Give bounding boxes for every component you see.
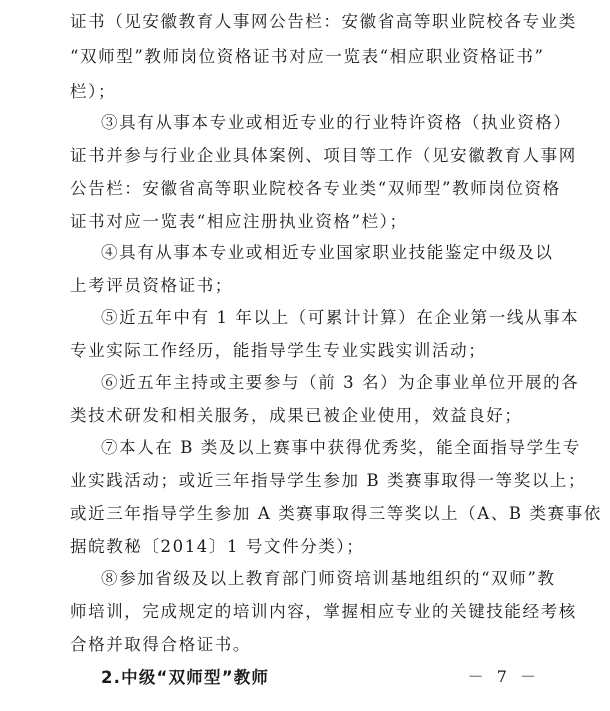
item-4-line-1: ④具有从事本专业或相近专业国家职业技能鉴定中级及以 (101, 243, 554, 262)
item-6-line-2: 类技术研发和相关服务，成果已被企业使用，效益良好； (70, 406, 523, 425)
item-8-line-1: ⑧参加省级及以上教育部门师资培训基地组织的“双师”教 (101, 569, 556, 588)
item-3-line-4: 证书对应一览表“相应注册执业资格”栏）； (70, 212, 408, 231)
text-line-3: 栏）； (70, 82, 117, 101)
item-7-line-1: ⑦本人在 B 类及以上赛事中获得优秀奖，能全面指导学生专 (101, 438, 581, 457)
item-3-line-3: 公告栏：安徽省高等职业院校各专业类“双师型”教师岗位资格 (70, 179, 561, 198)
item-5-line-1: ⑤近五年中有 1 年以上（可累计计算）在企业第一线从事本 (101, 308, 580, 327)
text-line-2: “双师型”教师岗位资格证书对应一览表“相应职业资格证书” (70, 47, 545, 66)
item-5-line-2: 专业实际工作经历，能指导学生专业实践实训活动； (70, 341, 487, 360)
item-3-line-2: 证书并参与行业企业具体案例、项目等工作（见安徽教育人事网 (70, 146, 577, 165)
item-7-line-2: 业实践活动；或近三年指导学生参加 B 类赛事取得一等奖以上； (70, 471, 587, 490)
item-3-line-1: ③具有从事本专业或相近专业的行业特许资格（执业资格） (101, 113, 572, 132)
item-8-line-2: 师培训，完成规定的培训内容，掌握相应专业的关键技能经考核 (70, 602, 577, 621)
section-heading: 2.中级“双师型”教师 (101, 668, 270, 687)
item-7-line-3: 或近三年指导学生参加 A 类赛事取得三等奖以上（A、B 类赛事依 (70, 504, 602, 523)
item-8-line-3: 合格并取得合格证书。 (70, 635, 251, 654)
text-line-1: 证书（见安徽教育人事网公告栏：安徽省高等职业院校各专业类 (70, 12, 577, 31)
item-6-line-1: ⑥近五年主持或主要参与（前 3 名）为企事业单位开展的各 (101, 373, 580, 392)
item-7-line-4: 据皖教秘〔2014〕1 号文件分类）； (70, 537, 365, 556)
item-4-line-2: 上考评员资格证书； (70, 276, 233, 295)
page-number: － 7 － (467, 667, 540, 686)
